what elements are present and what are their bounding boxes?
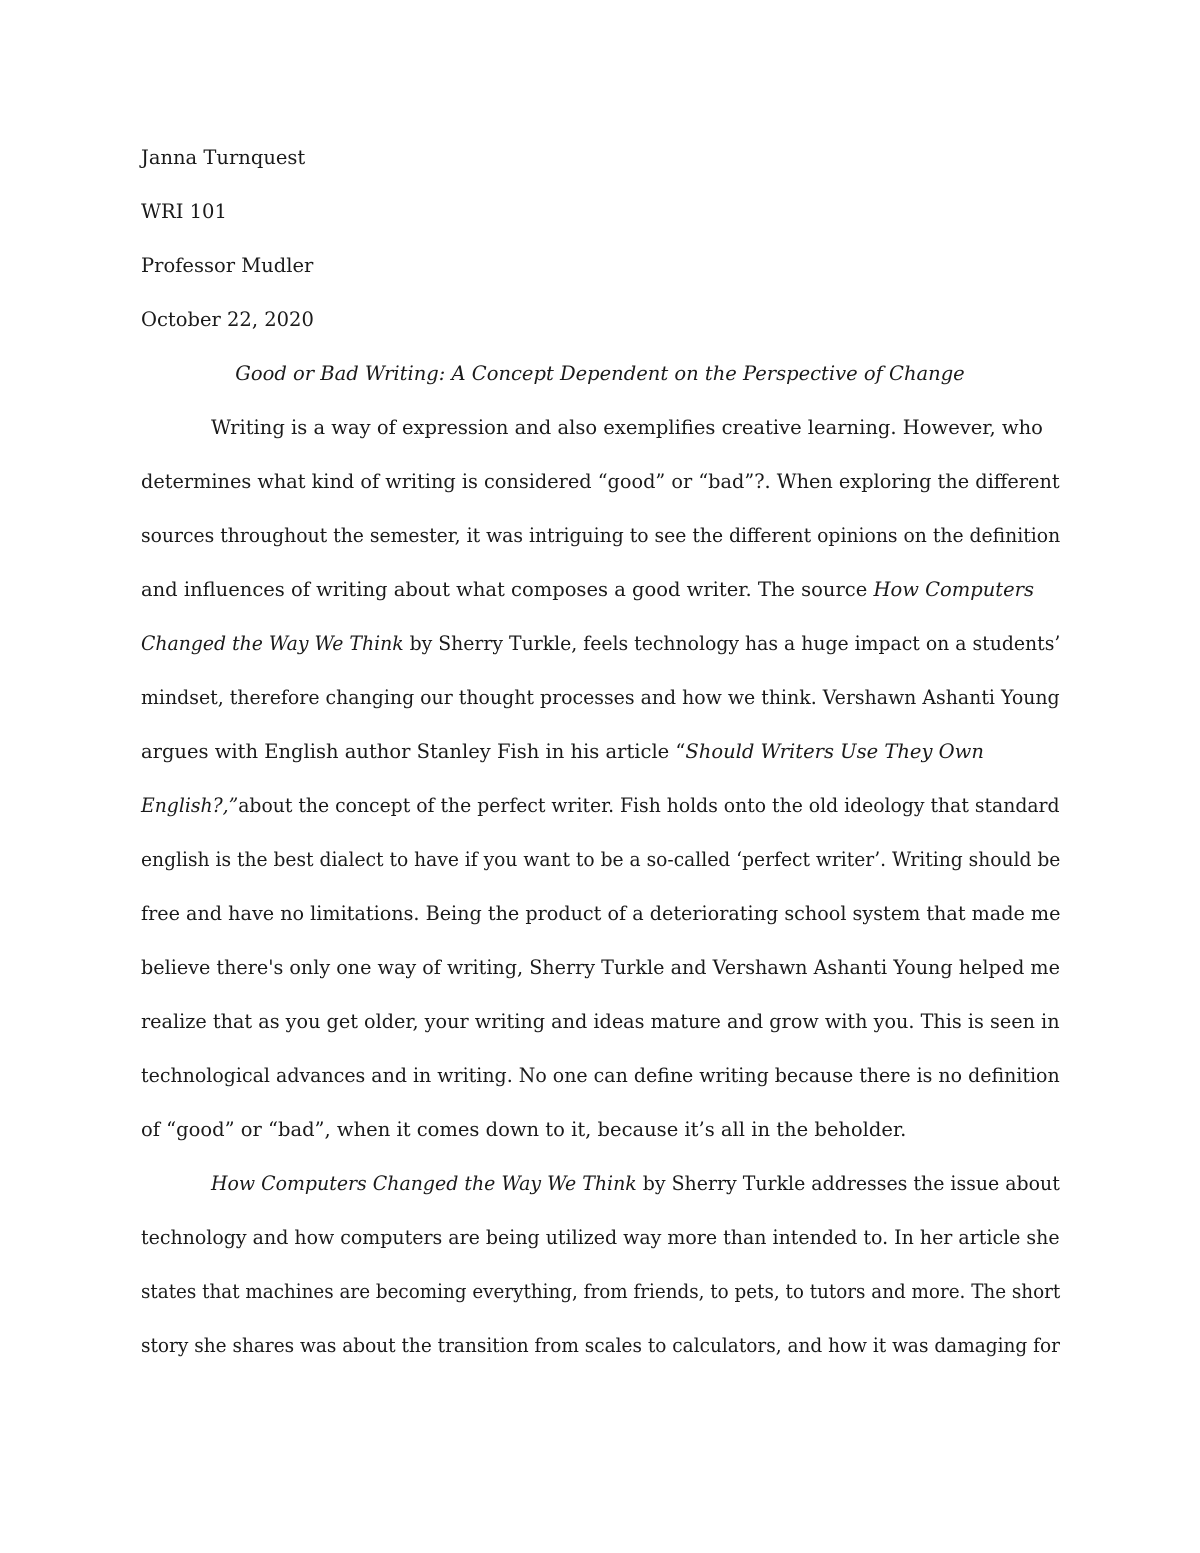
paragraph-line: of “good” or “bad”, when it comes down to it, because it’s all in the beholder. — [141, 1118, 907, 1141]
paragraph-line — [211, 1172, 1060, 1196]
paragraph-text: by Sherry Turkle addresses the issue about — [636, 1172, 1060, 1195]
paragraph-text: argues with English author Stanley Fish in his article “ — [141, 740, 686, 763]
professor-name: Professor Mudler — [141, 254, 314, 277]
paragraph-line: free and have no limitations. Being the product of a deteriorating school system that made me — [141, 902, 1061, 925]
paragraph-line — [141, 578, 1034, 602]
article-title-italic: English?,” — [141, 794, 239, 817]
paragraph-line: Writing is a way of expression and also exemplifies creative learning. However, who — [211, 416, 1043, 439]
paragraph-line: story she shares was about the transition from scales to calculators, and how it was damaging for — [141, 1334, 1060, 1357]
source-title-italic: How Computers — [873, 578, 1034, 601]
source-title-italic: Changed the Way We Think — [141, 632, 404, 655]
paragraph-line: english is the best dialect to have if you want to be a so-called ‘perfect writer’. Writing should be — [141, 848, 1061, 871]
paragraph-line: states that machines are becoming everything, from friends, to pets, to tutors and more. The short — [141, 1280, 1061, 1303]
paragraph-line: realize that as you get older, your writing and ideas mature and grow with you. This is seen in — [141, 1010, 1060, 1033]
paragraph-line: believe there's only one way of writing, Sherry Turkle and Vershawn Ashanti Young helped me — [141, 956, 1060, 979]
paragraph-line — [141, 740, 984, 764]
paragraph-line: technology and how computers are being utilized way more than intended to. In her article she — [141, 1226, 1060, 1249]
paragraph-line: sources throughout the semester, it was intriguing to see the different opinions on the definition — [141, 524, 1061, 547]
paragraph-line: technological advances and in writing. No one can define writing because there is no definition — [141, 1064, 1060, 1087]
paragraph-text: and influences of writing about what composes a good writer. The source — [141, 578, 874, 601]
paragraph-text: about the concept of the perfect writer. Fish holds onto the old ideology that standard — [238, 794, 1060, 817]
author-name: Janna Turnquest — [141, 146, 306, 169]
essay-date: October 22, 2020 — [141, 308, 314, 331]
paragraph-text: by Sherry Turkle, feels technology has a huge impact on a students’ — [403, 632, 1061, 655]
paragraph-line: determines what kind of writing is considered “good” or “bad”?. When exploring the different — [141, 470, 1060, 493]
paragraph-line: mindset, therefore changing our thought processes and how we think. Vershawn Ashanti Young — [141, 686, 1060, 709]
article-title-italic: Should Writers Use They Own — [685, 740, 984, 763]
paragraph-line — [141, 632, 1060, 656]
paragraph-line — [141, 794, 1060, 818]
course-name: WRI 101 — [141, 200, 227, 223]
source-title-italic: How Computers Changed the Way We Think — [211, 1172, 637, 1195]
essay-title: Good or Bad Writing: A Concept Dependent on the Perspective of Change — [235, 362, 965, 385]
